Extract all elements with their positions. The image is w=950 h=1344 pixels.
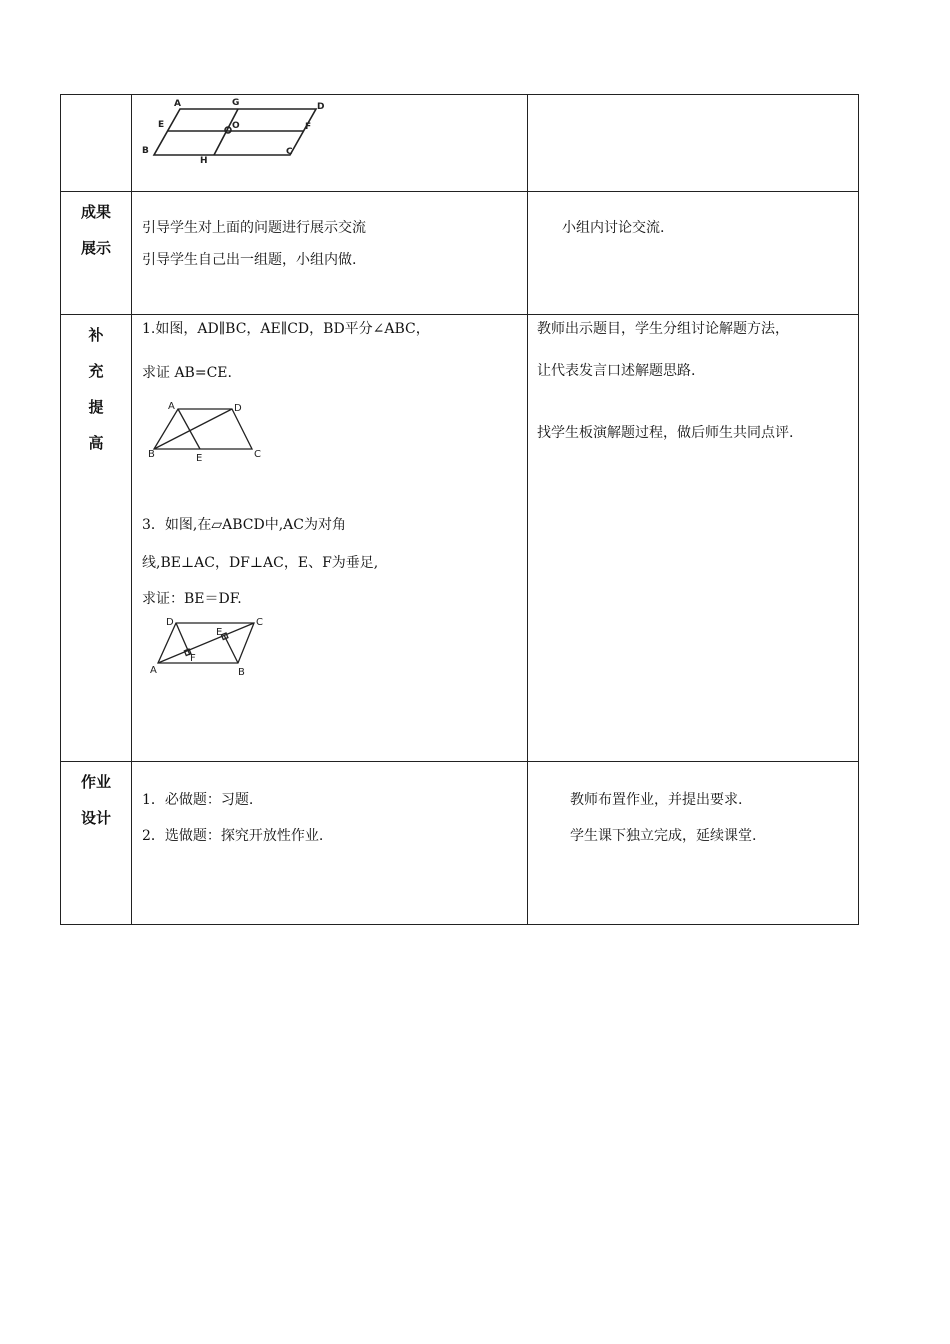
fig3-label-a: A [150, 665, 157, 676]
figure-cell [132, 95, 528, 192]
label-a: A [174, 99, 181, 109]
results-right-line: 小组内讨论交流. [562, 220, 665, 236]
problem3-line: 3．如图,在▱ABCD中,AC为对角 [142, 517, 346, 533]
fig1-label-d: D [234, 403, 242, 414]
fig3-label-d: D [166, 617, 174, 628]
row-label-supplement [61, 315, 132, 762]
fig1-label-a: A [168, 401, 175, 412]
problem3-figure [150, 615, 270, 677]
empty-right-cell [528, 95, 859, 192]
lesson-plan-table [60, 94, 859, 925]
supplement-right-line: 教师出示题目，学生分组讨论解题方法， [537, 321, 789, 337]
label-c: C [286, 147, 293, 157]
label-h: H [200, 156, 208, 166]
label-o: O [232, 121, 240, 131]
label-d: D [317, 102, 325, 112]
homework-left-line: 2．选做题：探究开放性作业. [142, 828, 324, 844]
row-label-homework [61, 762, 132, 925]
homework-task-cell [132, 762, 528, 925]
problem1-line: 1.如图，AD∥BC，AE∥CD，BD平分∠ABC， [142, 321, 430, 337]
row-label-line: 设计 [80, 809, 111, 827]
label-f: F [305, 122, 312, 132]
fig3-label-c: C [256, 617, 263, 628]
row-label-results [61, 192, 132, 315]
table-row-results [61, 192, 859, 315]
homework-teacher-cell [528, 762, 859, 925]
row-label-line: 提 [88, 398, 104, 416]
parallelogram-figure-agdf [140, 97, 350, 169]
fig1-label-c: C [254, 449, 261, 460]
supplement-right-line: 找学生板演解题过程，做后师生共同点评. [537, 425, 794, 441]
fig1-label-b: B [148, 449, 155, 460]
results-activity-cell [132, 192, 528, 315]
fig1-label-e: E [196, 453, 203, 463]
problem1-figure [148, 399, 268, 463]
homework-left-line: 1．必做题：习题. [142, 792, 254, 808]
label-b: B [142, 146, 149, 156]
label-e: E [158, 120, 165, 130]
row-label-line: 成果 [80, 203, 111, 221]
homework-right-line: 教师布置作业，并提出要求. [570, 792, 743, 808]
table-row-supplement [61, 315, 859, 762]
row-label-line: 补 [88, 326, 104, 344]
table-row-homework [61, 762, 859, 925]
results-student-cell [528, 192, 859, 315]
problem3-line: 求证：BE＝DF. [142, 591, 242, 607]
results-left-line: 引导学生对上面的问题进行展示交流 [142, 220, 366, 236]
row-label-line: 作业 [80, 773, 111, 791]
fig3-label-b: B [238, 667, 245, 677]
supplement-right-line: 让代表发言口述解题思路. [537, 363, 696, 379]
fig3-label-e: E [216, 627, 223, 638]
homework-right-line: 学生课下独立完成，延续课堂. [570, 828, 757, 844]
supplement-teacher-cell [528, 315, 859, 762]
problem1-line: 求证 AB=CE. [142, 365, 232, 381]
problem3-line: 线,BE⊥AC，DF⊥AC，E、F为垂足, [142, 555, 379, 571]
row-label-line: 展示 [80, 239, 111, 257]
results-left-line: 引导学生自己出一组题，小组内做. [142, 252, 357, 268]
table-row-figure [61, 95, 859, 192]
supplement-problems-cell [132, 315, 528, 762]
row-label-line: 高 [88, 434, 104, 452]
empty-label-cell [61, 95, 132, 192]
fig3-label-f: F [190, 653, 196, 664]
label-g: G [232, 98, 240, 108]
row-label-line: 充 [88, 362, 104, 380]
